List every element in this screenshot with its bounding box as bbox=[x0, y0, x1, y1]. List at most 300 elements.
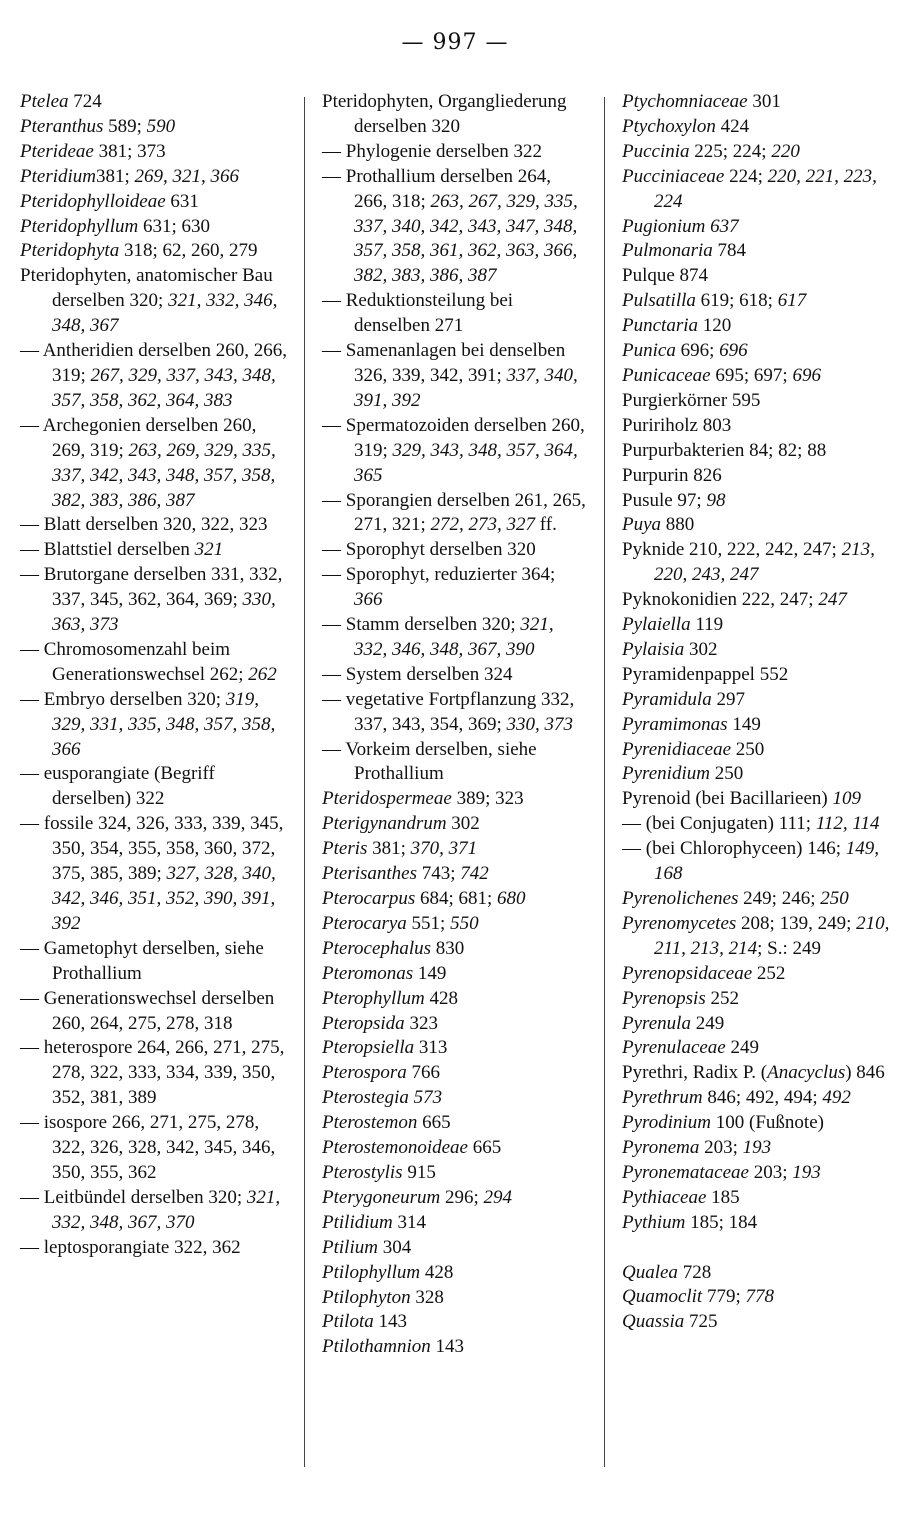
entry-text: Pterostemon bbox=[322, 1112, 418, 1134]
entry-text: 143 bbox=[430, 1336, 464, 1358]
entry-text: 321, 332, 346, 348, 367, 390 bbox=[354, 614, 554, 660]
index-subentry bbox=[322, 738, 588, 788]
index-entry bbox=[20, 264, 290, 339]
entry-text: Pyknide 210, 222, 242, 247; bbox=[622, 539, 842, 561]
entry-text: 269, 321, 366 bbox=[134, 165, 240, 187]
entry-text: 590 bbox=[146, 115, 176, 137]
entry-text: Pteridophyllum bbox=[20, 215, 139, 237]
index-entry bbox=[622, 90, 892, 115]
entry-text: Puccinia bbox=[622, 140, 690, 162]
index-entry bbox=[322, 837, 588, 862]
entry-text: 381; bbox=[96, 165, 135, 187]
index-entry bbox=[322, 1211, 588, 1236]
entry-text: 428 bbox=[424, 987, 458, 1009]
entry-text: 327, 328, 340, 342, 346, 351, 352, 390, 391, 392 bbox=[52, 863, 276, 934]
entry-text: Ptilidium bbox=[322, 1211, 393, 1233]
index-entry bbox=[322, 1111, 588, 1136]
index-subentry bbox=[20, 638, 290, 688]
entry-text: Pyrenomycetes bbox=[622, 912, 737, 934]
entry-text: Ptilota bbox=[322, 1311, 374, 1333]
entry-text: ) 846 bbox=[845, 1062, 885, 1084]
entry-text: Pyrenoid (bei Bacillarieen) bbox=[622, 788, 833, 810]
index-entry bbox=[622, 787, 892, 812]
index-entry bbox=[322, 862, 588, 887]
entry-text: 550 bbox=[450, 912, 479, 934]
entry-text: ; S.: 249 bbox=[757, 937, 821, 959]
entry-text: 252 bbox=[752, 962, 786, 984]
entry-text: Pyramimonas bbox=[622, 713, 728, 735]
index-entry bbox=[622, 289, 892, 314]
entry-text: Pyramidenpappel 552 bbox=[622, 663, 789, 685]
entry-text: — Samenanlagen bei denselben 326, 339, 342, 391; bbox=[322, 340, 566, 386]
index-entry bbox=[322, 1335, 588, 1360]
index-entry bbox=[322, 1061, 588, 1086]
entry-text: — vegetative Fortpflanzung 332, 337, 343, 354, 369; bbox=[322, 688, 575, 735]
entry-text: 321 bbox=[194, 539, 224, 561]
index-entry bbox=[622, 1136, 892, 1161]
entry-text: Pyknokonidien 222, 247; bbox=[622, 589, 819, 611]
entry-text: Pyrenula bbox=[622, 1012, 691, 1034]
index-subentry bbox=[622, 812, 892, 837]
entry-text: 680 bbox=[497, 888, 526, 909]
index-entry bbox=[322, 90, 588, 140]
entry-text: 728 bbox=[677, 1261, 712, 1283]
index-entry bbox=[622, 1186, 892, 1211]
entry-text: Qualea bbox=[622, 1261, 678, 1283]
index-entry bbox=[20, 140, 290, 165]
entry-text: 249 bbox=[725, 1037, 759, 1059]
index-subentry bbox=[322, 538, 588, 563]
entry-text: Pteridophyten, Organgliederung derselben 320 bbox=[322, 91, 567, 137]
index-entry bbox=[322, 1161, 588, 1186]
entry-text: 725 bbox=[684, 1311, 718, 1333]
entry-text: 589; bbox=[103, 115, 147, 137]
entry-text: 778 bbox=[745, 1286, 774, 1308]
entry-text: 766 bbox=[406, 1062, 441, 1084]
entry-text: — eusporangiate (Begriff derselben) 322 bbox=[20, 763, 215, 810]
entry-text: 424 bbox=[715, 115, 750, 137]
index-entry bbox=[622, 1161, 892, 1186]
entry-text: — Antheridien derselben 260, 266, 319; bbox=[20, 340, 288, 386]
index-entry bbox=[622, 115, 892, 140]
entry-text: 381; bbox=[367, 838, 411, 860]
entry-text: Quamoclit bbox=[622, 1286, 703, 1308]
index-entry bbox=[622, 738, 892, 763]
entry-text: 301 bbox=[747, 91, 781, 112]
entry-text: 319, 329, 331, 335, 348, 357, 358, 366 bbox=[52, 688, 276, 760]
entry-text: 637 bbox=[710, 215, 739, 237]
entry-text: 696 bbox=[719, 340, 748, 362]
index-subentry bbox=[20, 414, 290, 514]
entry-text: Pteropsida bbox=[322, 1012, 405, 1034]
index-entry bbox=[322, 1086, 588, 1111]
entry-text: 551; bbox=[406, 912, 451, 934]
entry-text: Pyrenulaceae bbox=[622, 1037, 726, 1059]
index-entry bbox=[622, 1310, 892, 1335]
index-column-3 bbox=[622, 90, 892, 1335]
index-subentry bbox=[20, 339, 290, 414]
column-divider bbox=[304, 97, 305, 1467]
index-entry bbox=[322, 887, 588, 912]
entry-text: Pterygoneurum bbox=[322, 1186, 441, 1208]
entry-text: 225; 224; bbox=[689, 140, 772, 162]
entry-text: Pteromonas bbox=[322, 962, 414, 984]
entry-text: 330, 373 bbox=[506, 713, 574, 735]
entry-text: Pyrethri, Radix P. ( bbox=[622, 1062, 768, 1084]
index-subentry bbox=[20, 688, 290, 763]
entry-text: Pterophyllum bbox=[322, 987, 425, 1009]
index-entry bbox=[622, 1086, 892, 1111]
index-entry bbox=[622, 987, 892, 1012]
index-entry bbox=[622, 1061, 892, 1086]
index-entry bbox=[322, 1261, 588, 1286]
entry-text: Ptelea bbox=[20, 91, 69, 112]
index-entry bbox=[322, 1236, 588, 1261]
entry-text: 262 bbox=[248, 663, 277, 685]
index-entry bbox=[622, 314, 892, 339]
entry-text: Pterocarpus bbox=[322, 888, 416, 909]
entry-text: 742 bbox=[460, 863, 489, 885]
entry-text: Pterigynandrum bbox=[322, 813, 447, 835]
index-entry bbox=[622, 688, 892, 713]
entry-text: Pusule 97; bbox=[622, 489, 707, 511]
index-subentry bbox=[20, 1186, 290, 1236]
entry-text: — Sporophyt, reduzierter 364; bbox=[322, 564, 556, 586]
index-entry bbox=[622, 1261, 892, 1286]
entry-text: 684; 681; bbox=[415, 888, 498, 909]
entry-text: 149 bbox=[413, 962, 447, 984]
index-entry bbox=[622, 215, 892, 240]
entry-text: — Blatt derselben 320, 322, 323 bbox=[20, 514, 268, 536]
index-subentry bbox=[322, 414, 588, 489]
entry-text: 249; 246; bbox=[738, 888, 821, 909]
index-subentry bbox=[20, 1236, 290, 1261]
entry-text: — (bei Conjugaten) 111; bbox=[622, 813, 816, 835]
index-entry bbox=[622, 1012, 892, 1037]
entry-text: 880 bbox=[661, 514, 695, 536]
entry-text: Pythiaceae bbox=[622, 1186, 707, 1208]
index-entry bbox=[622, 339, 892, 364]
entry-text: Ptilophyton bbox=[322, 1286, 411, 1308]
entry-text: 428 bbox=[420, 1261, 454, 1283]
entry-text: 272, 273, 327 bbox=[430, 514, 536, 536]
entry-text: — Phylogenie derselben 322 bbox=[322, 140, 543, 162]
entry-text: Pyronemataceae bbox=[622, 1161, 749, 1183]
entry-text: 247 bbox=[818, 589, 847, 611]
entry-text: — heterospore 264, 266, 271, 275, 278, 322, 333, 334, 339, 350, 352, 381, 389 bbox=[20, 1037, 285, 1109]
entry-text: Pteridophylloideae bbox=[20, 190, 166, 212]
entry-text: Puya bbox=[622, 514, 662, 536]
entry-text: — (bei Chlorophyceen) 146; bbox=[622, 838, 846, 860]
index-entry bbox=[622, 464, 892, 489]
entry-text: Pyrenopsis bbox=[622, 987, 706, 1009]
entry-text: Pteridophyta bbox=[20, 240, 120, 262]
entry-text: 337, 340, 391, 392 bbox=[354, 364, 578, 411]
entry-text: — fossile 324, 326, 333, 339, 345, 350, 354, 355, 358, 360, 372, 375, 385, 389; bbox=[20, 813, 284, 885]
entry-text: 321, 332, 348, 367, 370 bbox=[52, 1186, 281, 1233]
entry-text: 220 bbox=[771, 140, 800, 162]
index-column-2 bbox=[322, 90, 588, 1360]
entry-text: 314 bbox=[392, 1211, 426, 1233]
entry-text: 617 bbox=[777, 290, 807, 312]
index-subentry bbox=[20, 987, 290, 1037]
entry-text: 297 bbox=[711, 688, 745, 710]
entry-text: Pterideae bbox=[20, 140, 94, 162]
index-entry bbox=[20, 215, 290, 240]
index-entry bbox=[322, 1012, 588, 1037]
index-entry bbox=[622, 588, 892, 613]
entry-text: Ptychoxylon bbox=[622, 115, 716, 137]
entry-text: — System derselben 324 bbox=[322, 663, 513, 685]
entry-text: Ptilothamnion bbox=[322, 1336, 431, 1358]
entry-text: 249 bbox=[690, 1012, 725, 1034]
entry-text: Pteridospermeae bbox=[322, 788, 452, 810]
index-entry bbox=[622, 414, 892, 439]
entry-text: — Spermatozoiden derselben 260, 319; bbox=[322, 414, 585, 461]
entry-text: Punica bbox=[622, 340, 676, 362]
index-entry bbox=[622, 1285, 892, 1310]
entry-text: — Prothallium derselben 264, 266, 318; bbox=[322, 165, 552, 212]
entry-text: — Leitbündel derselben 320; bbox=[20, 1186, 247, 1208]
index-entry bbox=[322, 1286, 588, 1311]
entry-text: 185; 184 bbox=[685, 1211, 758, 1233]
entry-text: 695; 697; bbox=[710, 364, 793, 386]
entry-text: 210, 211, 213, 214 bbox=[654, 912, 890, 959]
entry-text: Pyrenolichenes bbox=[622, 888, 739, 909]
entry-text: Pyrenidium bbox=[622, 763, 710, 785]
entry-text: Ptilophyllum bbox=[322, 1261, 421, 1283]
entry-text: Puririholz 803 bbox=[622, 414, 732, 436]
entry-text: 263, 269, 329, 335, 337, 342, 343, 348, 357, 358, 382, 383, 386, 387 bbox=[52, 439, 276, 511]
index-subentry bbox=[322, 563, 588, 613]
entry-text: Purgierkörner 595 bbox=[622, 389, 761, 411]
index-entry bbox=[622, 513, 892, 538]
index-entry bbox=[622, 538, 892, 588]
entry-text: Pterocephalus bbox=[322, 937, 432, 959]
index-entry bbox=[322, 1036, 588, 1061]
index-entry bbox=[622, 364, 892, 389]
entry-text: 743; bbox=[417, 863, 461, 885]
column-divider bbox=[604, 97, 605, 1467]
entry-text: Purpurin 826 bbox=[622, 464, 722, 486]
entry-text: — Reduktionsteilung bei denselben 271 bbox=[322, 290, 514, 337]
entry-text: Pterocarya bbox=[322, 912, 407, 934]
entry-text: 665 bbox=[467, 1137, 502, 1159]
entry-text: Pylaisia bbox=[622, 638, 685, 660]
index-subentry bbox=[322, 165, 588, 290]
entry-text: — Archegonien derselben 260, 269, 319; bbox=[20, 414, 257, 461]
entry-text: 100 (Fußnote) bbox=[711, 1112, 824, 1134]
index-entry bbox=[622, 165, 892, 215]
entry-text: Pterisanthes bbox=[322, 863, 417, 885]
index-entry bbox=[622, 1036, 892, 1061]
entry-text: 220, 221, 223, 224 bbox=[654, 165, 877, 212]
entry-text: 784 bbox=[712, 240, 747, 262]
index-entry bbox=[622, 713, 892, 738]
index-entry bbox=[622, 439, 892, 464]
entry-text: 193 bbox=[742, 1137, 772, 1159]
index-entry bbox=[322, 937, 588, 962]
index-subentry bbox=[322, 613, 588, 663]
index-entry bbox=[322, 812, 588, 837]
index-entry bbox=[322, 912, 588, 937]
entry-text: — Blattstiel derselben bbox=[20, 539, 195, 561]
entry-text: Pyrenidiaceae bbox=[622, 738, 732, 760]
entry-text: 250 bbox=[731, 738, 765, 760]
index-subentry bbox=[20, 563, 290, 638]
entry-text: Pterostylis bbox=[322, 1161, 403, 1183]
entry-text: Pyrethrum bbox=[622, 1087, 703, 1109]
entry-text: Pterostemonoideae bbox=[322, 1137, 468, 1159]
index-subentry bbox=[322, 688, 588, 738]
index-entry bbox=[622, 1111, 892, 1136]
entry-text: 381; 373 bbox=[93, 140, 166, 162]
index-subentry bbox=[322, 489, 588, 539]
entry-text: 830 bbox=[431, 937, 465, 959]
entry-text: 119 bbox=[690, 614, 724, 636]
entry-text: — Embryo derselben 320; bbox=[20, 688, 226, 710]
entry-text: 250 bbox=[820, 888, 849, 909]
entry-text: — Sporangien derselben 261, 265, 271, 321; bbox=[322, 489, 586, 536]
index-subentry bbox=[20, 762, 290, 812]
entry-text: 619; 618; bbox=[695, 290, 778, 312]
entry-text: 323 bbox=[404, 1012, 438, 1034]
index-entry bbox=[622, 762, 892, 787]
entry-text: — Chromosomenzahl beim Generationswechsel 262; bbox=[20, 638, 249, 685]
entry-text: Pyramidula bbox=[622, 688, 712, 710]
index-entry bbox=[622, 912, 892, 962]
entry-text: Pteropsiella bbox=[322, 1037, 415, 1059]
entry-text: Ptychomniaceae bbox=[622, 91, 748, 112]
index-entry bbox=[322, 1186, 588, 1211]
entry-text: 724 bbox=[68, 91, 102, 112]
entry-text: Pulmonaria bbox=[622, 240, 713, 262]
entry-text: 185 bbox=[706, 1186, 740, 1208]
index-subentry bbox=[20, 1111, 290, 1186]
index-entry bbox=[322, 987, 588, 1012]
entry-text: 149 bbox=[727, 713, 761, 735]
entry-text: — Vorkeim derselben, siehe Prothallium bbox=[322, 738, 537, 785]
entry-text: 846; 492, 494; bbox=[702, 1087, 823, 1109]
entry-text: Pterostegia bbox=[322, 1087, 409, 1109]
entry-text: Pyronema bbox=[622, 1137, 700, 1159]
index-entry bbox=[20, 115, 290, 140]
entry-text: 779; bbox=[702, 1286, 746, 1308]
entry-text: 250 bbox=[709, 763, 744, 785]
entry-text: 224; bbox=[724, 165, 768, 187]
entry-text: ff. bbox=[535, 514, 557, 536]
index-entry bbox=[20, 165, 290, 190]
entry-text: — Sporophyt derselben 320 bbox=[322, 539, 536, 561]
entry-text: 294 bbox=[483, 1186, 512, 1208]
entry-text: Pyrenopsidaceae bbox=[622, 962, 753, 984]
entry-text: Pythium bbox=[622, 1211, 686, 1233]
index-entry bbox=[322, 787, 588, 812]
entry-text: 573 bbox=[413, 1087, 443, 1109]
index-entry bbox=[622, 264, 892, 289]
entry-text: 696; bbox=[675, 340, 720, 362]
index-entry bbox=[622, 613, 892, 638]
index-entry bbox=[20, 90, 290, 115]
entry-text: 330, 363, 373 bbox=[52, 589, 276, 636]
entry-text: Pulque 874 bbox=[622, 265, 709, 287]
entry-text: 389; 323 bbox=[451, 788, 524, 810]
entry-text: 213, 220, 243, 247 bbox=[654, 539, 875, 586]
index-entry bbox=[20, 190, 290, 215]
index-entry bbox=[622, 140, 892, 165]
entry-text: 208; 139, 249; bbox=[736, 912, 857, 934]
index-entry bbox=[622, 1211, 892, 1236]
entry-text: — Stamm derselben 320; bbox=[322, 614, 521, 636]
index-entry bbox=[622, 638, 892, 663]
entry-text: 631 bbox=[165, 190, 199, 212]
index-entry bbox=[622, 489, 892, 514]
index-subentry bbox=[20, 937, 290, 987]
entry-text: Anacyclus bbox=[767, 1062, 846, 1084]
entry-text: 321, 332, 346, 348, 367 bbox=[52, 290, 278, 337]
entry-text: Pylaiella bbox=[622, 614, 691, 636]
entry-text: 313 bbox=[414, 1037, 448, 1059]
entry-text: Pugionium bbox=[622, 215, 706, 237]
entry-text: Punicaceae bbox=[622, 364, 711, 386]
index-subentry bbox=[322, 140, 588, 165]
entry-text: Ptilium bbox=[322, 1236, 378, 1258]
entry-text: 631; 630 bbox=[138, 215, 210, 237]
entry-text: 112, 114 bbox=[815, 813, 880, 835]
entry-text: 318; 62, 260, 279 bbox=[119, 240, 258, 262]
entry-text: Punctaria bbox=[622, 315, 698, 337]
entry-text: Pterospora bbox=[322, 1062, 407, 1084]
entry-text: — Gametophyt derselben, siehe Prothallium bbox=[20, 937, 264, 984]
entry-text: — isospore 266, 271, 275, 278, 322, 326, 328, 342, 345, 346, 350, 355, 362 bbox=[20, 1112, 276, 1183]
entry-text: Pulsatilla bbox=[622, 290, 696, 312]
entry-text: 665 bbox=[417, 1112, 451, 1134]
index-entry bbox=[622, 239, 892, 264]
entry-text: 120 bbox=[698, 315, 732, 337]
entry-text: Pucciniaceae bbox=[622, 165, 725, 187]
entry-text: — Generationswechsel derselben 260, 264, 275, 278, 318 bbox=[20, 987, 275, 1034]
entry-text: 252 bbox=[705, 987, 739, 1009]
index-subentry bbox=[20, 538, 290, 563]
index-subentry bbox=[322, 289, 588, 339]
entry-text: 203; bbox=[748, 1161, 793, 1183]
entry-text: Pteridophyten, anatomischer Bau derselben 320; bbox=[20, 265, 273, 312]
index-subentry bbox=[322, 663, 588, 688]
entry-text: Quassia bbox=[622, 1311, 685, 1333]
entry-text: Pteridium bbox=[20, 165, 96, 187]
entry-text: 193 bbox=[792, 1161, 821, 1183]
entry-text: 302 bbox=[446, 813, 480, 835]
index-entry bbox=[622, 887, 892, 912]
entry-text: 296; bbox=[440, 1186, 484, 1208]
entry-text: — leptosporangiate 322, 362 bbox=[20, 1236, 241, 1258]
index-subentry bbox=[622, 837, 892, 887]
entry-text: 98 bbox=[706, 489, 726, 511]
entry-text: 366 bbox=[354, 589, 383, 611]
index-subentry bbox=[322, 339, 588, 414]
entry-text: 203; bbox=[699, 1137, 743, 1159]
page-number: — 997 — bbox=[401, 30, 509, 55]
entry-text: 263, 267, 329, 335, 337, 340, 342, 343, 347, 348, 357, 358, 361, 362, 363, 366, 382, 383, 386, 387 bbox=[354, 190, 578, 287]
index-column-1 bbox=[20, 90, 290, 1261]
entry-text: 915 bbox=[402, 1161, 436, 1183]
entry-text: — Brutorgane derselben 331, 332, 337, 345, 362, 364, 369; bbox=[20, 564, 283, 611]
index-entry bbox=[622, 663, 892, 688]
section-gap bbox=[622, 1236, 892, 1261]
entry-text: Pteranthus bbox=[20, 115, 104, 137]
index-entry bbox=[322, 1310, 588, 1335]
entry-text: 329, 343, 348, 357, 364, 365 bbox=[354, 439, 578, 486]
